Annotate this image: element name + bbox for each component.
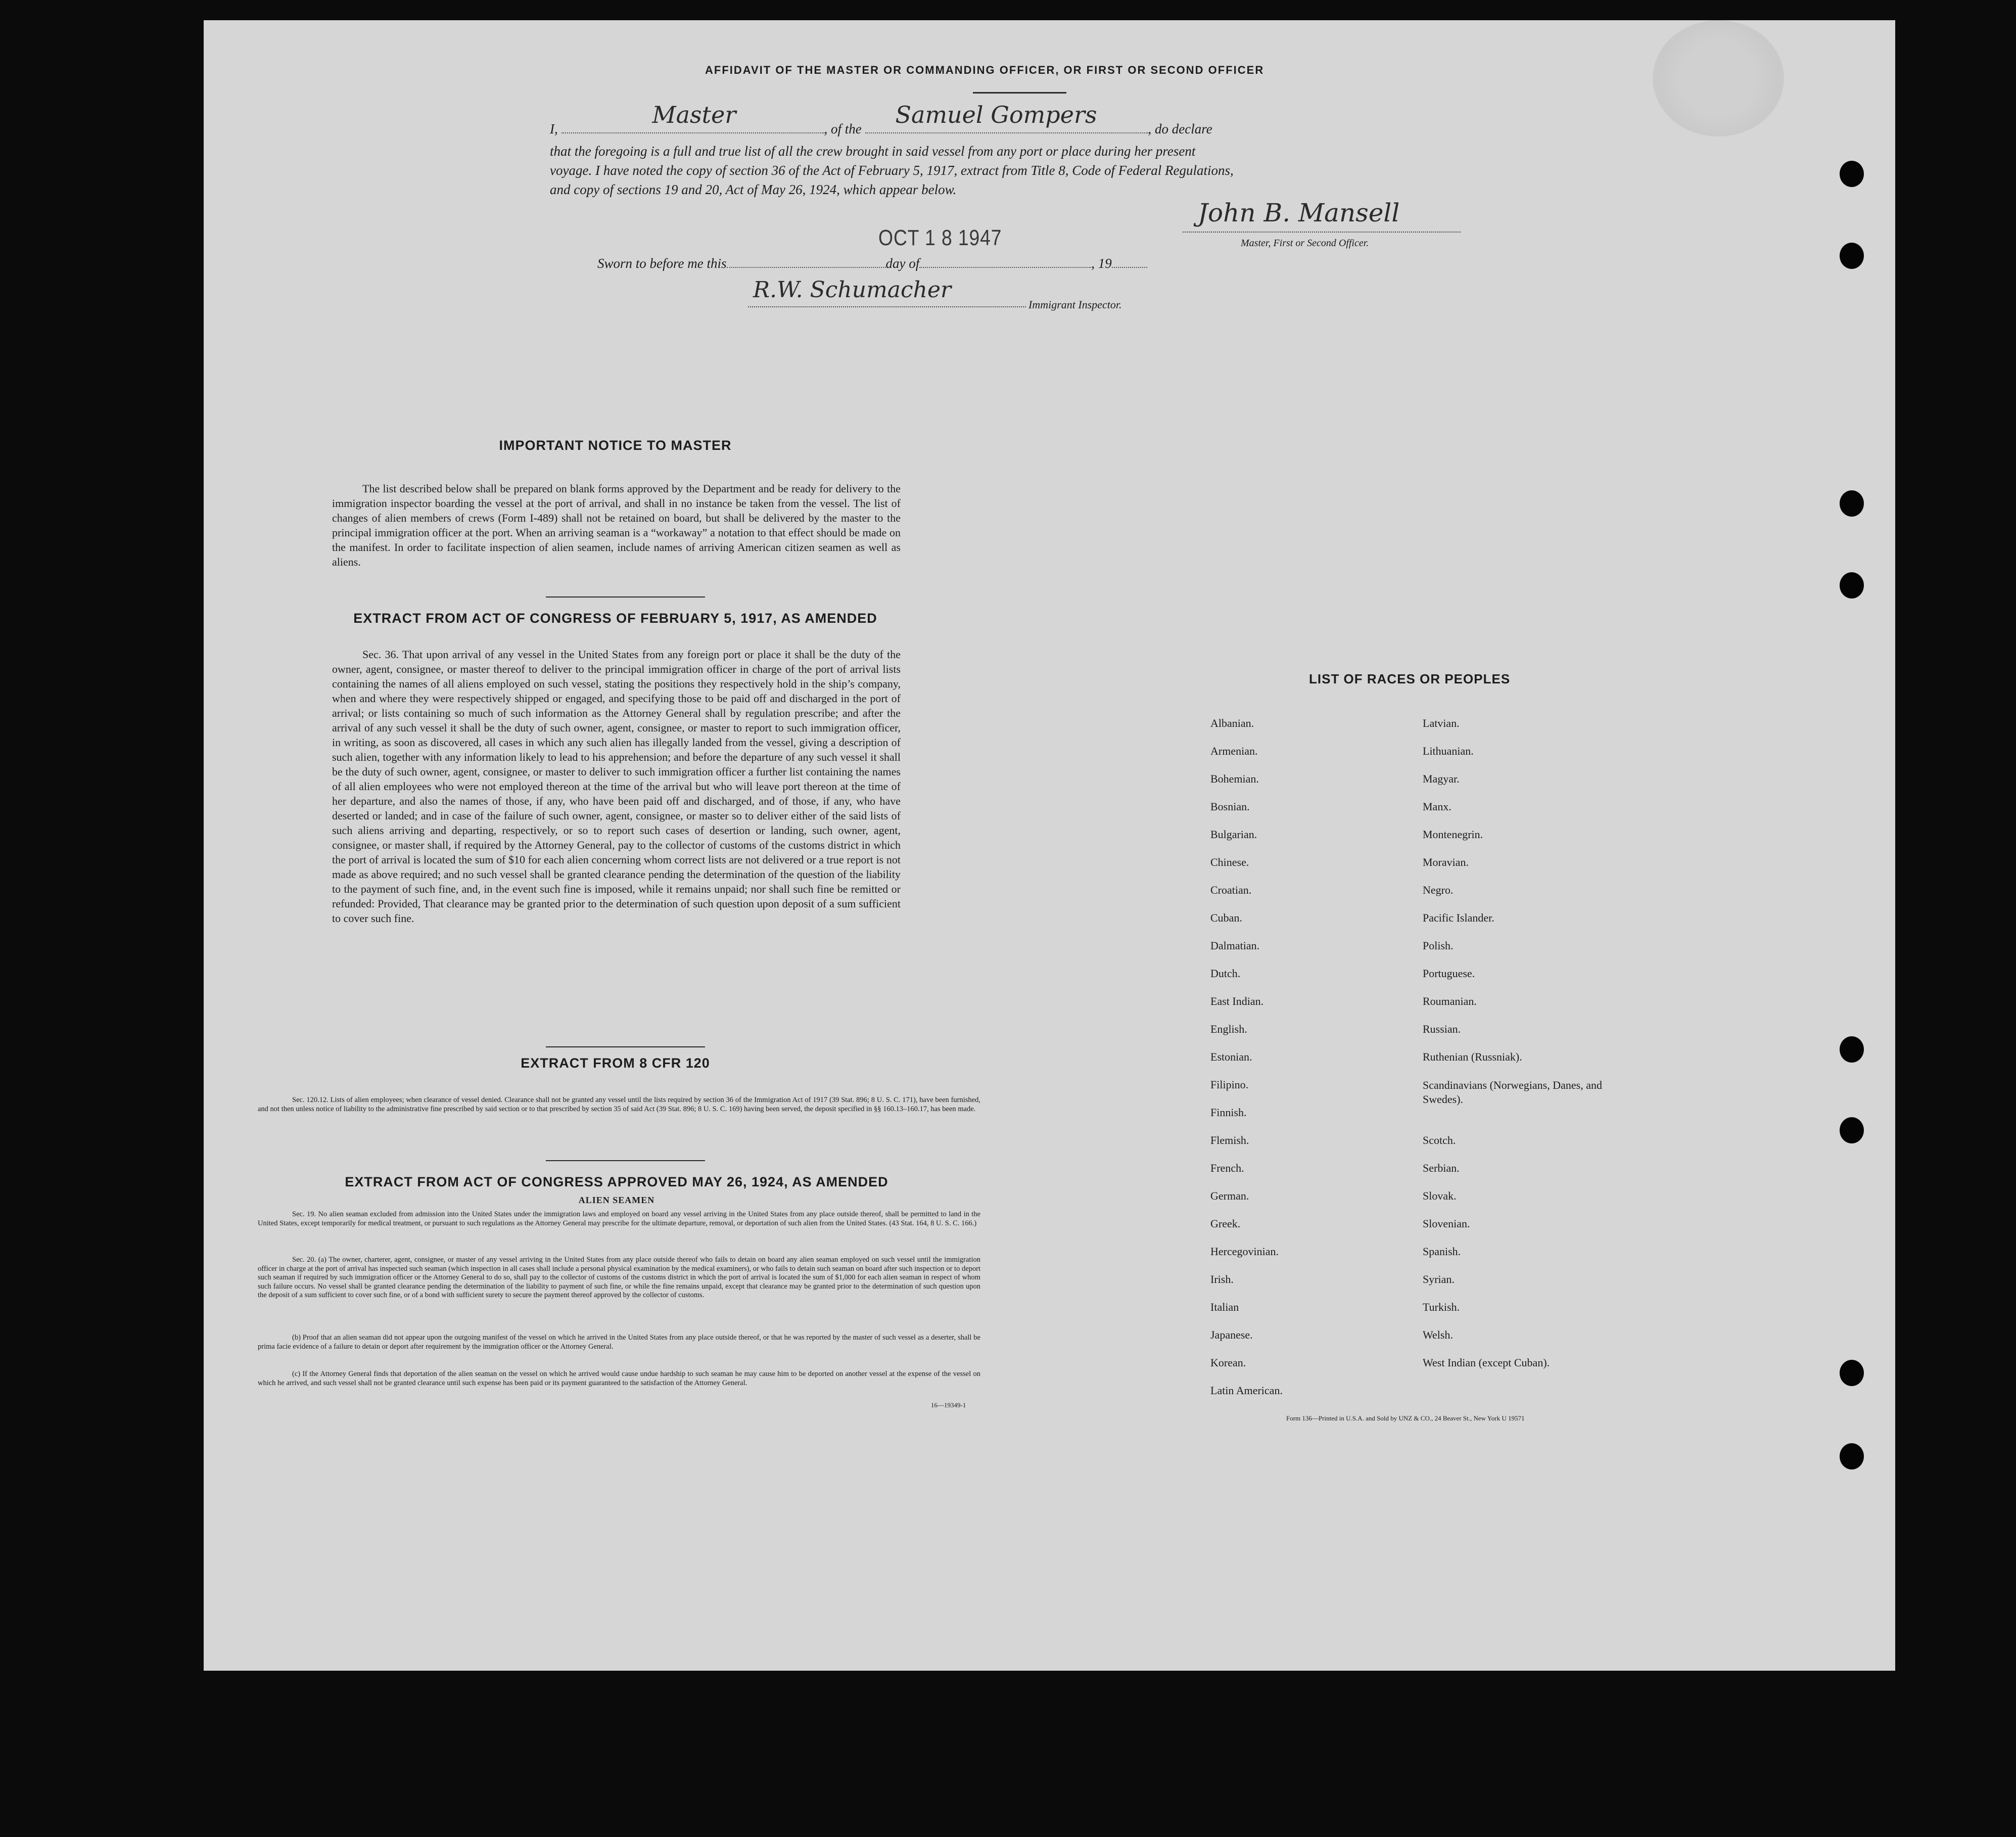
race-item: Estonian. [1210, 1050, 1252, 1063]
sworn-line: Sworn to before me this day of , 19 [597, 256, 1147, 271]
punch-hole [1840, 1443, 1864, 1469]
race-item: Finnish. [1210, 1106, 1247, 1119]
races-left-column [1210, 717, 1392, 1412]
race-item: Scandinavians (Norwegians, Danes, and Swedes). [1423, 1079, 1602, 1106]
race-item: Filipino. [1210, 1078, 1249, 1091]
notice-heading: IMPORTANT NOTICE TO MASTER [499, 438, 732, 453]
race-item: Syrian. [1423, 1273, 1455, 1285]
year-prefix: 19 [1098, 256, 1112, 271]
punch-hole [1840, 572, 1864, 599]
race-item: Montenegrin. [1423, 828, 1483, 841]
extract-1924-heading: EXTRACT FROM ACT OF CONGRESS APPROVED MAY 26, 1924, AS AMENDED [345, 1174, 888, 1189]
divider [546, 1046, 705, 1047]
sec-19-text: Sec. 19. No alien seaman excluded from admission into the United States under the immigration laws and employed on board any vessel arriving in the United States from any place outside thereof, shall be permitted to land in the United States, except temporarily for medical treatment, or pursuant to such regulations as the Attorney General may prescribe for the ultimate departure, removal, or deportation of such alien from the United States. (43 Stat. 164, 8 U. S. C. 166.) [258, 1210, 980, 1227]
extract-1917-text: Sec. 36. That upon arrival of any vessel in the United States from any foreign port or place it shall be the duty of the owner, agent, consignee, or master thereof to deliver to the principal immigration officer in charge of the port of arrival lists containing the names of all aliens employed on such vessel, stating the positions they respectively hold in the ship’s company, when and where they were respectively shipped or engaged, and specifying those to be paid off and discharged in the port of arrival; or lists containing so much of such information as the Attorney General shall by regulation prescribe; and after the arrival of any such vessel it shall be the duty of such owner, agent, consignee, or master to report to such immigration officer, in writing, as soon as discovered, all cases in which any such alien has illegally landed from the vessel, giving a description of such alien, together with any information likely to lead to his apprehension; and before the departure of any such vessel it shall be the duty of such owner, agent, consignee, or master to deliver to such immigration officer a further list containing the names of all alien employees who were not employed thereon at the time of the arrival but who will leave port thereon at the time of her departure, and also the names of those, if any, who have been paid off and discharged, and of those, if any, who have deserted or landed; and in case of the failure of such owner, agent, consignee, or master so to deliver either of the said lists of such aliens arriving and departing, respectively, or so to report such cases of desertion or landing, such owner, agent, consignee, or master shall, if required by the Attorney General, pay to the collector of customs of the customs district in which the port of arrival is located the sum of $10 for each alien concerning whom correct lists are not delivered or a true report is not made as above required; and no such vessel shall be granted clearance pending the determination of the question of the liability to the payment of such fine, and, in the event such fine is imposed, while it remains unpaid; nor shall such fine be remitted or refunded: Provided, That clearance may be granted prior to the determination of such question upon deposit of a sum sufficient to cover such fine. [332, 648, 901, 925]
race-item: Lithuanian. [1423, 745, 1474, 757]
race-item: Slovenian. [1423, 1217, 1470, 1230]
handwritten-vessel: Samuel Gompers [895, 101, 1097, 128]
race-item: Magyar. [1423, 772, 1460, 785]
race-item: Italian [1210, 1301, 1239, 1313]
declaration-line-4: and copy of sections 19 and 20, Act of May 26, 1924, which appear below. [550, 182, 957, 197]
form-footer: Form 136—Printed in U.S.A. and Sold by UNZ & CO., 24 Beaver St., New York U 19571 [1286, 1414, 1525, 1422]
affidavit-title: AFFIDAVIT OF THE MASTER OR COMMANDING OFFICER, OR FIRST OR SECOND OFFICER [705, 64, 1264, 76]
cfr-heading: EXTRACT FROM 8 CFR 120 [521, 1055, 710, 1071]
punch-hole [1840, 1036, 1864, 1063]
race-item: Polish. [1423, 939, 1454, 952]
race-item: Serbian. [1423, 1162, 1460, 1174]
inspector-signature: R.W. Schumacher [753, 277, 952, 303]
master-signature: John B. Mansell [1198, 198, 1400, 227]
race-item: Armenian. [1210, 745, 1258, 757]
race-item: West Indian (except Cuban). [1423, 1356, 1550, 1369]
signature-caption: Master, First or Second Officer. [1241, 238, 1369, 249]
race-item: Welsh. [1423, 1328, 1453, 1341]
sec-20a-text: Sec. 20. (a) The owner, charterer, agent, consignee, or master of any vessel arriving in the United States from any place outside thereof who fails to detain on board any alien seaman employed on such vessel until the immigration officer in charge at the port of arrival has inspected such seaman (which inspection in all cases shall include a personal physical examination by the medical examiners), or who fails to detain such seaman on board after such inspection or to deport such seaman if required by such immigration officer or the Attorney General to do so, shall pay to the collector of customs of the customs district in which the port of arrival is located the sum of $1,000 for each alien seaman in respect of whom such failure occurs. No vessel shall be granted clearance pending the determination of the liability to payment of such fine, or while the fine remains unpaid, except that clearance may be granted prior to the determination of such question upon the deposit of a sum sufficient to cover such fine, or of a bond with sufficient surety to secure the payment thereof approved by the collector of customs. [258, 1256, 980, 1299]
race-item: English. [1210, 1023, 1247, 1035]
handwritten-rank: Master [652, 101, 736, 128]
signature-line [1183, 232, 1461, 233]
race-item: Croatian. [1210, 884, 1252, 896]
race-item: Scotch. [1423, 1134, 1456, 1146]
title-divider [973, 92, 1066, 94]
race-item: Spanish. [1423, 1245, 1461, 1258]
race-item: Bosnian. [1210, 800, 1250, 813]
declaration-line-2: that the foregoing is a full and true list of all the crew brought in said vessel from any port or place during her present [550, 144, 1196, 159]
race-item: Hercegovinian. [1210, 1245, 1279, 1258]
race-item: Latvian. [1423, 717, 1460, 729]
race-item: French. [1210, 1162, 1244, 1174]
race-item: Slovak. [1423, 1189, 1457, 1202]
date-stamp: OCT 1 8 1947 [878, 225, 1002, 250]
alien-seamen-subheading: ALIEN SEAMEN [578, 1195, 655, 1205]
rank-field [561, 101, 824, 133]
race-item: Japanese. [1210, 1328, 1253, 1341]
race-item: Pacific Islander. [1423, 911, 1494, 924]
race-item: Dalmatian. [1210, 939, 1260, 952]
race-item: Korean. [1210, 1356, 1246, 1369]
declaration-i: I, [550, 121, 558, 136]
race-item: Moravian. [1423, 856, 1469, 868]
form-code: 16—19349-1 [931, 1401, 966, 1409]
race-item: Dutch. [1210, 967, 1241, 980]
race-item: Albanian. [1210, 717, 1254, 729]
declaration-do-declare: , do declare [1148, 121, 1212, 136]
race-item: Turkish. [1423, 1301, 1460, 1313]
race-item: Greek. [1210, 1217, 1241, 1230]
race-item: Russian. [1423, 1023, 1461, 1035]
declaration-line-3: voyage. I have noted the copy of section 36 of the Act of February 5, 1917, extract from Title 8, Code of Federal Regulations, [550, 163, 1234, 178]
races-right-column [1423, 717, 1635, 1384]
sworn-label: Sworn to before me this [597, 256, 727, 271]
sec-20c-text: (c) If the Attorney General finds that deportation of the alien seaman on the vessel on which he arrived would cause undue hardship to such seaman he may cause him to be deported on another vessel at the expense of the vessel on which he arrived, and such vessel shall not be granted clearance until such expense has been paid or its payment guaranteed to the satisfaction of the Attorney General. [258, 1370, 980, 1387]
race-item: Portuguese. [1423, 967, 1475, 980]
race-item: Irish. [1210, 1273, 1234, 1285]
race-item: Bulgarian. [1210, 828, 1257, 841]
vessel-field [865, 101, 1148, 133]
day-of-label: day of [885, 256, 920, 271]
race-item: Chinese. [1210, 856, 1249, 868]
punch-hole [1840, 490, 1864, 517]
races-heading: LIST OF RACES OR PEOPLES [1309, 671, 1511, 686]
inspector-caption: Immigrant Inspector. [1028, 298, 1122, 311]
race-item: German. [1210, 1189, 1249, 1202]
declaration-line-1 [550, 101, 1490, 137]
embossed-seal [1653, 20, 1784, 136]
race-item: Negro. [1423, 884, 1454, 896]
notice-text: The list described below shall be prepared on blank forms approved by the Department and be ready for delivery to the immigration inspector boarding the vessel at the port of arrival, and shall in no instance be taken from the vessel. The list of changes of alien members of crews (Form I-489) shall not be retained on board, but shall be delivered by the master to the principal immigration officer at the port. When an arriving seaman is a “workaway” a notation to that effect should be made on the manifest. In order to facilitate inspection of alien seamen, include names of arriving American citizen seamen as well as aliens. [332, 482, 901, 568]
punch-hole [1840, 161, 1864, 187]
divider [546, 1160, 705, 1161]
divider [546, 596, 705, 598]
declaration-of-the: , of the [824, 121, 862, 136]
inspector-signature-line [748, 306, 1026, 307]
race-item: Manx. [1423, 800, 1451, 813]
race-item: Latin American. [1210, 1384, 1283, 1397]
punch-hole [1840, 243, 1864, 269]
punch-hole [1840, 1117, 1864, 1143]
race-item: Cuban. [1210, 911, 1242, 924]
race-item: Flemish. [1210, 1134, 1249, 1146]
race-item: Ruthenian (Russniak). [1423, 1050, 1522, 1063]
race-item: East Indian. [1210, 995, 1264, 1007]
sec-20b-text: (b) Proof that an alien seaman did not appear upon the outgoing manifest of the vessel on which he arrived in the United States from any place outside thereof, or that he was reported by the master of such vessel as a deserter, shall be prima facie evidence of a failure to detain or deport after requirement by the immigration officer or the Attorney General. [258, 1334, 980, 1351]
extract-1917-heading: EXTRACT FROM ACT OF CONGRESS OF FEBRUARY 5, 1917, AS AMENDED [353, 611, 877, 626]
race-item: Bohemian. [1210, 772, 1259, 785]
cfr-text: Sec. 120.12. Lists of alien employees; when clearance of vessel denied. Clearance shall not be granted any vessel until the lists required by section 36 of the Immigration Act of 1917 (39 Stat. 896; 8 U. S. C. 171), have been furnished, and not then unless notice of liability to the administrative fine prescribed by said section or to that prescribed by section 35 of said Act (39 Stat. 896; 8 U. S. C. 169) having been served, the deposit specified in §§ 160.13–160.17, has been made. [258, 1096, 980, 1113]
punch-hole [1840, 1360, 1864, 1386]
race-item: Roumanian. [1423, 995, 1477, 1007]
